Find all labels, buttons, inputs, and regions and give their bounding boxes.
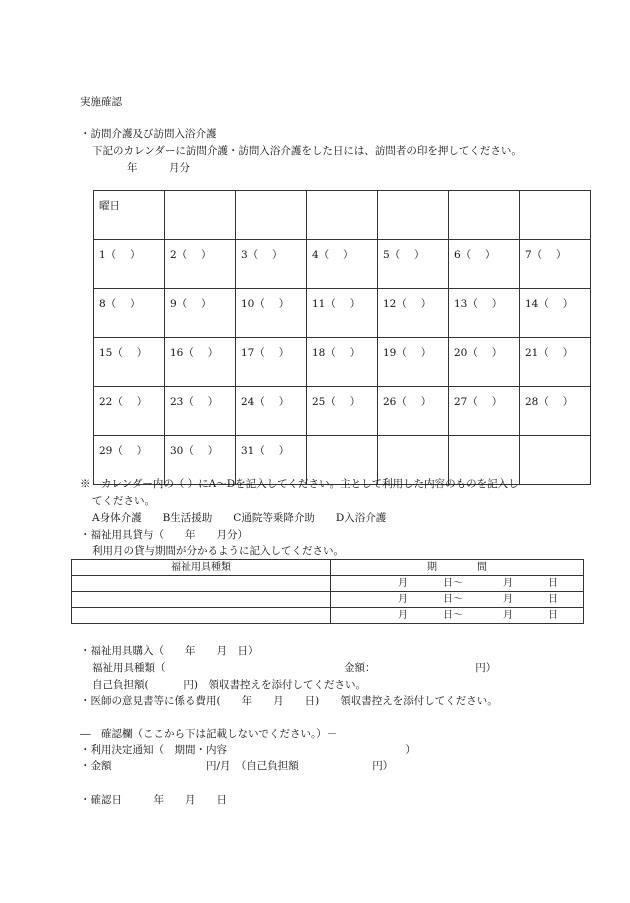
calendar-note-line2: てください。 <box>92 495 155 507</box>
calendar-day-cell[interactable]: 9（ ） <box>165 289 236 338</box>
period-day-from-label: 日～ <box>443 593 463 605</box>
welfare-purchase-type-line: 福祉用具種類（ 金額： 円） <box>92 662 497 674</box>
calendar-day-cell[interactable]: 16（ ） <box>165 338 236 387</box>
calendar-day-cell[interactable]: 20（ ） <box>449 338 520 387</box>
calendar-day-cell[interactable]: 3（ ） <box>236 240 307 289</box>
calendar-day-cell[interactable]: 28（ ） <box>520 387 591 436</box>
calendar-day-cell[interactable]: 5（ ） <box>378 240 449 289</box>
calendar-note-codes: A身体介護 B生活援助 C通院等乗降介助 D入浴介護 <box>92 512 387 524</box>
calendar-day-cell[interactable]: 7（ ） <box>520 240 591 289</box>
calendar-day-cell[interactable]: 6（ ） <box>449 240 520 289</box>
period-day-from-label: 日～ <box>443 609 463 621</box>
confirm-date-line: ・確認日 年 月 日 <box>80 794 227 806</box>
welfare-rental-heading: ・福祉用具貸与（ 年 月分） <box>80 529 248 541</box>
home-care-instruction: 下記のカレンダーに訪問介護・訪問入浴介護をした日には、訪問者の印を押してください。 <box>92 145 522 157</box>
calendar-day-cell[interactable]: 1（ ） <box>94 240 165 289</box>
welfare-rental-instruction: 利用月の貸与期間が分かるように記入してください。 <box>92 545 344 557</box>
calendar-day-cell[interactable]: 23（ ） <box>165 387 236 436</box>
calendar-day-cell[interactable]: 12（ ） <box>378 289 449 338</box>
calendar-weekday-cell[interactable] <box>378 191 449 240</box>
calendar-day-cell[interactable] <box>520 436 591 485</box>
year-month-label: 年 月分 <box>127 162 190 174</box>
home-care-heading: ・訪問介護及び訪問入浴介護 <box>80 128 217 140</box>
calendar-day-cell[interactable]: 22（ ） <box>94 387 165 436</box>
calendar-weekday-label: 曜日 <box>94 191 165 240</box>
calendar-day-cell[interactable]: 21（ ） <box>520 338 591 387</box>
calendar-day-cell[interactable]: 11（ ） <box>307 289 378 338</box>
calendar-weekday-cell[interactable] <box>307 191 378 240</box>
period-day-label: 日 <box>548 593 558 605</box>
period-day-label: 日 <box>548 609 558 621</box>
welfare-type-cell[interactable] <box>72 576 331 592</box>
calendar-week-row <box>94 387 591 436</box>
calendar-day-cell[interactable]: 24（ ） <box>236 387 307 436</box>
calendar-day-cell[interactable]: 19（ ） <box>378 338 449 387</box>
calendar-day-cell[interactable]: 31（ ） <box>236 436 307 485</box>
welfare-purchase-heading: ・福祉用具購入（ 年 月 日） <box>80 645 259 657</box>
period-month-label: 月 <box>398 593 408 605</box>
calendar-day-cell[interactable]: 10（ ） <box>236 289 307 338</box>
welfare-period-cell[interactable] <box>331 576 584 592</box>
period-month-label: 月 <box>398 609 408 621</box>
calendar-weekday-cell[interactable] <box>520 191 591 240</box>
calendar-day-cell[interactable]: 2（ ） <box>165 240 236 289</box>
visit-calendar <box>93 190 591 485</box>
welfare-rental-table <box>71 559 584 624</box>
calendar-day-cell[interactable]: 4（ ） <box>307 240 378 289</box>
calendar-day-cell[interactable]: 14（ ） <box>520 289 591 338</box>
calendar-weekday-cell[interactable] <box>449 191 520 240</box>
period-month-label: 月 <box>503 609 513 621</box>
period-day-from-label: 日～ <box>443 577 463 589</box>
calendar-day-cell[interactable]: 8（ ） <box>94 289 165 338</box>
welfare-rental-row <box>72 576 584 592</box>
self-pay-line: 自己負担額( 円) 領収書控えを添付してください。 <box>92 679 367 691</box>
welfare-period-header: 期 間 <box>331 560 584 576</box>
calendar-week-row <box>94 289 591 338</box>
period-month-label: 月 <box>503 593 513 605</box>
page-title: 実施確認 <box>80 96 122 108</box>
welfare-type-cell[interactable] <box>72 592 331 608</box>
calendar-weekday-cell[interactable] <box>165 191 236 240</box>
welfare-rental-header-row <box>72 560 584 576</box>
calendar-day-cell[interactable]: 18（ ） <box>307 338 378 387</box>
calendar-day-cell[interactable]: 25（ ） <box>307 387 378 436</box>
calendar-day-cell[interactable]: 30（ ） <box>165 436 236 485</box>
welfare-type-header: 福祉用具種類 <box>72 560 331 576</box>
calendar-day-cell[interactable]: 13（ ） <box>449 289 520 338</box>
period-day-label: 日 <box>548 577 558 589</box>
calendar-day-cell[interactable]: 26（ ） <box>378 387 449 436</box>
amount-line: ・金額 円/月 （自己負担額 円） <box>80 760 394 772</box>
calendar-day-cell[interactable]: 27（ ） <box>449 387 520 436</box>
period-month-label: 月 <box>503 577 513 589</box>
period-month-label: 月 <box>398 577 408 589</box>
calendar-day-cell[interactable]: 15（ ） <box>94 338 165 387</box>
calendar-note-line1: ※ カレンダー内の（ ）にA～Dを記入してください。主として利用した内容のものを記入し <box>80 478 519 490</box>
usage-notice-line: ・利用決定通知（ 期間・内容 ） <box>80 744 416 756</box>
confirmation-heading: ― 確認欄（ここから下は記載しないでください。）－ <box>80 728 338 740</box>
welfare-rental-row <box>72 592 584 608</box>
welfare-type-cell[interactable] <box>72 608 331 624</box>
welfare-period-cell[interactable] <box>331 592 584 608</box>
doctor-opinion-line: ・医師の意見書等に係る費用( 年 月 日) 領収書控えを添付してください。 <box>80 695 498 707</box>
calendar-weekday-row <box>94 191 591 240</box>
calendar-day-cell[interactable]: 17（ ） <box>236 338 307 387</box>
welfare-period-cell[interactable] <box>331 608 584 624</box>
calendar-week-row <box>94 240 591 289</box>
welfare-rental-row <box>72 608 584 624</box>
calendar-day-cell[interactable]: 29（ ） <box>94 436 165 485</box>
calendar-weekday-cell[interactable] <box>236 191 307 240</box>
calendar-week-row <box>94 338 591 387</box>
